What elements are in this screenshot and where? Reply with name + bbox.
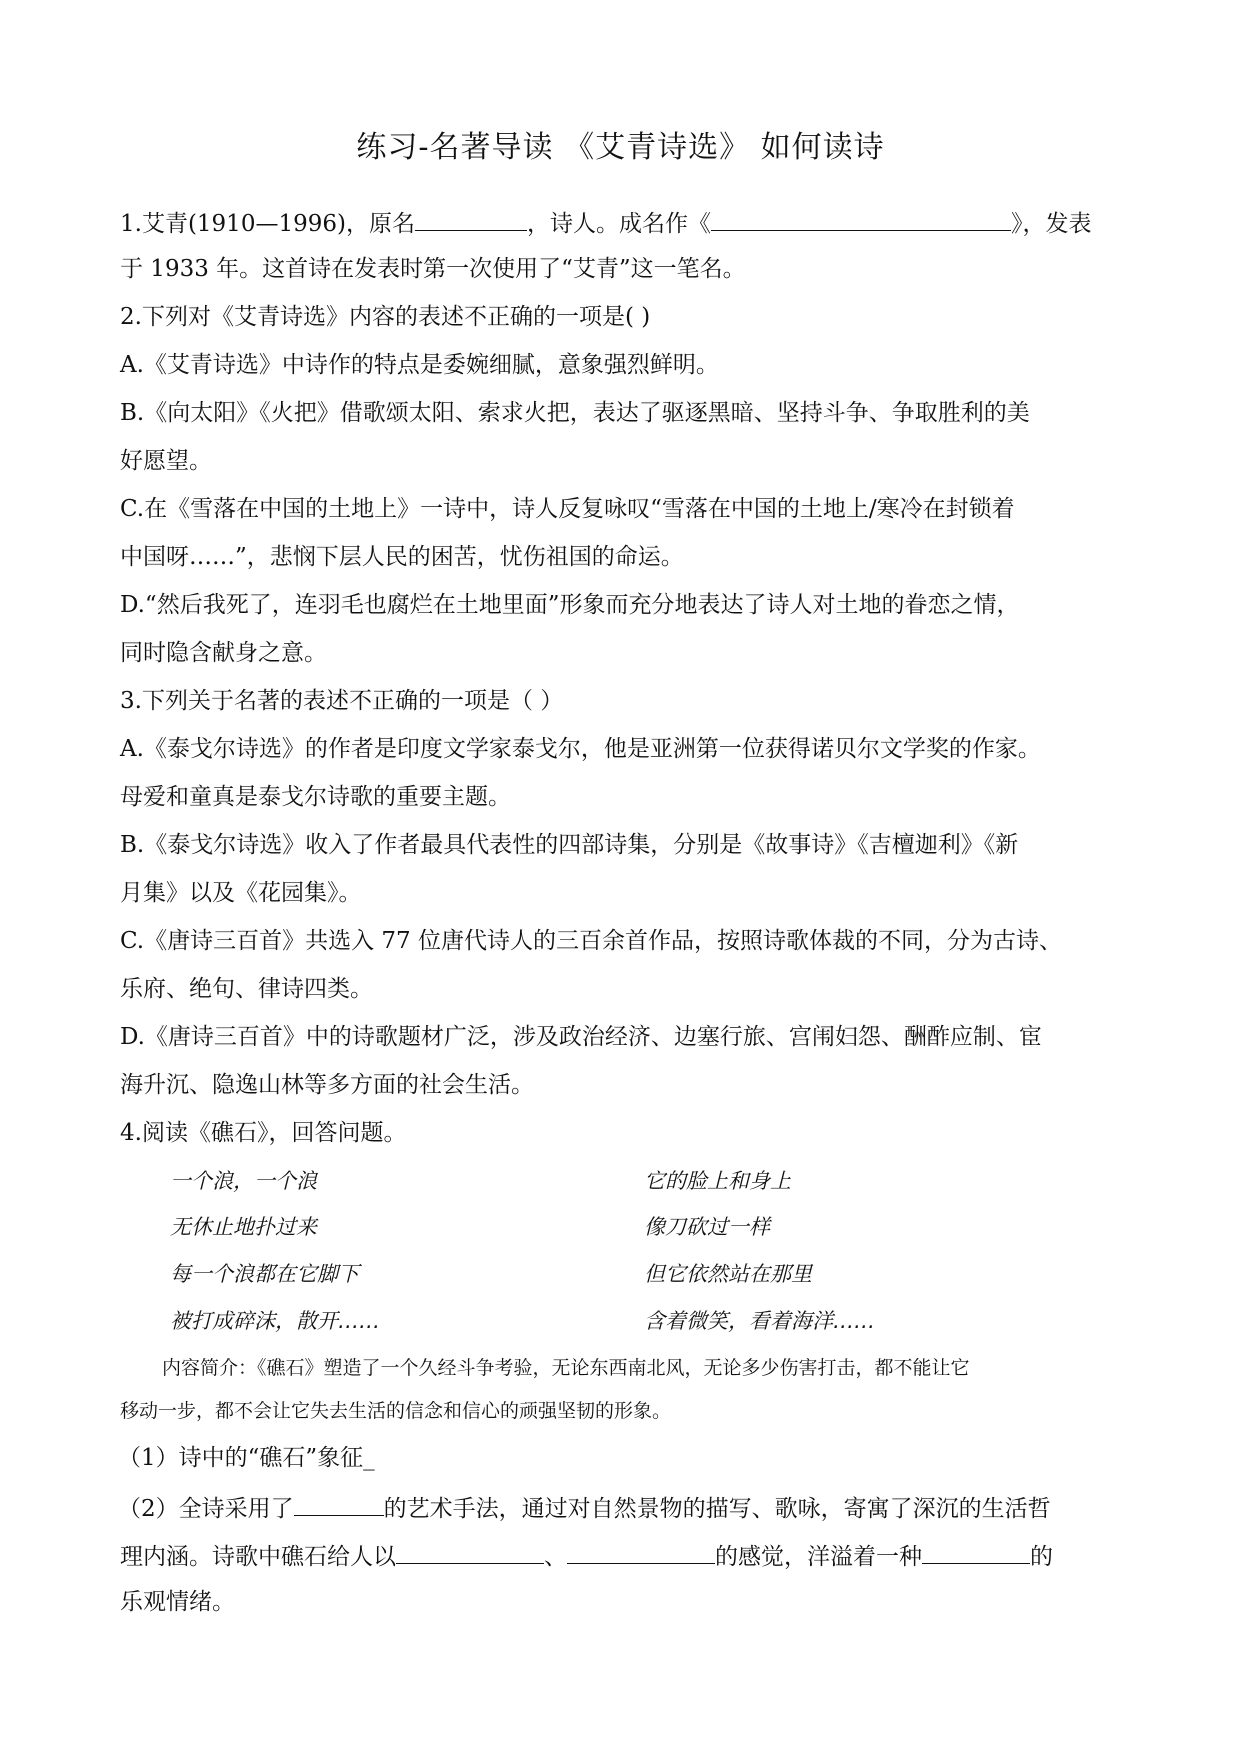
q3-option-d-line2: 海升沉、隐逸山林等多方面的社会生活。 xyxy=(120,1072,534,1098)
q1-blank-masterpiece[interactable] xyxy=(711,206,1011,231)
poem-left-line4: 被打成碎沫，散开…… xyxy=(170,1309,380,1333)
q4-stem: 4.阅读《礁石》，回答问题。 xyxy=(120,1120,407,1146)
q4-sub2-line3: 乐观情绪。 xyxy=(120,1589,235,1615)
q4-sub1-text: （1）诗中的“礁石”象征_ xyxy=(118,1445,375,1471)
q4-sub1 xyxy=(118,1443,1128,1473)
q1-text-b: ，诗人。成名作《 xyxy=(526,211,711,237)
q4-sub2-text-a: （2）全诗采用了 xyxy=(118,1496,294,1522)
q4-blank-feeling-2[interactable] xyxy=(567,1539,715,1564)
q3-option-c-line1: C.《唐诗三百首》共选入 77 位唐代诗人的三百余首作品，按照诗歌体裁的不同，分为古诗、 xyxy=(120,928,1062,954)
q2-option-b-line2: 好愿望。 xyxy=(120,448,212,474)
poem-left-line3: 每一个浪都在它脚下 xyxy=(170,1262,359,1286)
q4-sub2-text-f: 的 xyxy=(1030,1544,1053,1570)
q4-sub2-text-b: 的艺术手法，通过对自然景物的描写、歌咏，寄寓了深沉的生活哲 xyxy=(383,1496,1051,1522)
poem-right-line2: 像刀砍过一样 xyxy=(644,1215,770,1239)
poem-intro-line1: 内容简介：《礁石》塑造了一个久经斗争考验，无论东西南北风，无论多少伤害打击，都不能让它 xyxy=(162,1357,970,1379)
q3-stem: 3.下列关于名著的表述不正确的一项是（ ） xyxy=(120,688,564,714)
q4-sub2-text-d: 、 xyxy=(544,1544,567,1570)
q2-option-d-line2: 同时隐含献身之意。 xyxy=(120,640,327,666)
q3-option-a-line1: A.《泰戈尔诗选》的作者是印度文学家泰戈尔，他是亚洲第一位获得诺贝尔文学奖的作家。 xyxy=(120,736,1041,762)
q4-blank-emotion[interactable] xyxy=(922,1539,1030,1564)
q4-blank-technique[interactable] xyxy=(294,1491,384,1516)
poem-right-line4: 含着微笑，看着海洋…… xyxy=(644,1309,875,1333)
poem-intro-line2: 移动一步，都不会让它失去生活的信念和信心的顽强坚韧的形象。 xyxy=(120,1400,672,1422)
q3-option-a-line2: 母爱和童真是泰戈尔诗歌的重要主题。 xyxy=(120,784,511,810)
q1-line1 xyxy=(120,206,1130,239)
q2-option-b-line1: B.《向太阳》《火把》借歌颂太阳、索求火把，表达了驱逐黑暗、坚持斗争、争取胜利的美 xyxy=(120,400,1030,426)
q1-blank-original-name[interactable] xyxy=(415,206,527,231)
q1-text-a: 1.艾青(1910—1996)，原名 xyxy=(120,211,415,237)
q3-option-b-line1: B.《泰戈尔诗选》收入了作者最具代表性的四部诗集，分别是《故事诗》《吉檀迦利》《新 xyxy=(120,832,1019,858)
poem-left-line2: 无休止地扑过来 xyxy=(170,1215,317,1239)
q1-line2: 于 1933 年。这首诗在发表时第一次使用了“艾青”这一笔名。 xyxy=(120,256,746,282)
q3-option-c-line2: 乐府、绝句、律诗四类。 xyxy=(120,976,373,1002)
q2-option-c-line1: C.在《雪落在中国的土地上》一诗中，诗人反复咏叹“雪落在中国的土地上/寒冷在封锁着 xyxy=(120,496,1015,522)
q4-blank-feeling-1[interactable] xyxy=(396,1539,544,1564)
q2-option-a: A.《艾青诗选》中诗作的特点是委婉细腻，意象强烈鲜明。 xyxy=(120,352,719,378)
q3-option-d-line1: D.《唐诗三百首》中的诗歌题材广泛，涉及政治经济、边塞行旅、宫闱妇怨、酬酢应制、宦 xyxy=(120,1024,1042,1050)
q4-sub2-text-e: 的感觉，洋溢着一种 xyxy=(715,1544,922,1570)
q3-option-b-line2: 月集》以及《花园集》。 xyxy=(120,880,362,906)
q4-sub2-line1 xyxy=(118,1491,1128,1524)
poem-left-line1: 一个浪，一个浪 xyxy=(170,1169,317,1193)
poem-right-line3: 但它依然站在那里 xyxy=(644,1262,812,1286)
q4-sub2-text-c: 理内涵。诗歌中礁石给人以 xyxy=(120,1544,396,1570)
poem-right-line1: 它的脸上和身上 xyxy=(644,1169,791,1193)
page-title: 练习-名著导读 《艾青诗选》 如何读诗 xyxy=(356,130,885,165)
q2-option-d-line1: D.“然后我死了，连羽毛也腐烂在土地里面”形象而充分地表达了诗人对土地的眷恋之情， xyxy=(120,592,1020,618)
q2-option-c-line2: 中国呀……”，悲悯下层人民的困苦，忧伤祖国的命运。 xyxy=(120,544,684,570)
q1-text-c: 》，发表 xyxy=(1010,211,1092,237)
q4-sub2-line2 xyxy=(120,1539,1130,1572)
q2-stem: 2.下列对《艾青诗选》内容的表述不正确的一项是( ) xyxy=(120,304,651,330)
